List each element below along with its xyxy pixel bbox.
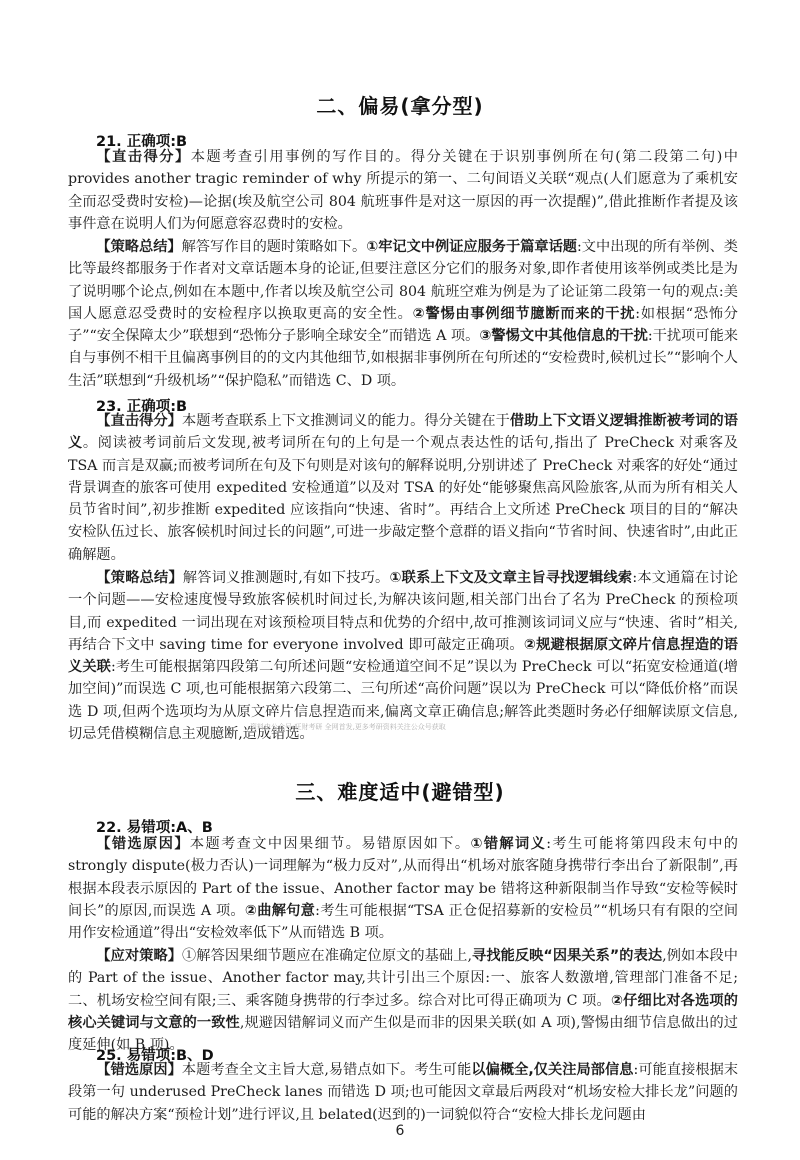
q21-strategy-para xyxy=(68,236,738,392)
q23-strategy-text2: :考生可能根据第四段第二句所述问题“安检通道空间不足”误以为 PreCheck 可以“拓宽安检通道(增加空间)”而误选 C 项,也可能根据第六段第二、三句所述“高价问题”误以为 PreCheck 可以“降低价格”而误选 D 项,但两个选项均为从原文碎片信息捏造而来,偏离文章正确信息;解答此类题时务必仔细解读原文信息,切忌凭借模糊信息主观臆断,造成错选。 xyxy=(68,659,738,743)
q23-answer-text: 。阅读被考词前后文发现,被考词所在句的上句是一个观点表达性的话句,指出了 PreCheck 对乘客及 TSA 而言是双赢;而被考词所在句及下句则是对该句的解释说明,分别讲述了 PreCheck 对乘客的好处“通过背景调查的旅客可使用 expedited 安检通道”以及对 TSA 的好处“能够聚焦高风险旅客,从而为所有相关人员节省时间”,初步推断 expedited 应该指向“快速、省时”。再结合上文所述 PreCheck 项目的目的“解决安检队伍过长、旅客候机时间过长的问题”,可进一步敲定整个意群的语义指向“节省时间、快速省时”,由此正确解题。 xyxy=(68,435,738,563)
q21-answer-label: 【直击得分】 xyxy=(96,149,191,165)
q22-title: 22. 易错项:A、B xyxy=(96,820,213,836)
q23-answer-intro: 本题考查联系上下文推测词义的能力。得分关键在于 xyxy=(181,413,510,429)
q25-reason-intro: 本题考查全文主旨大意,易错点如下。考生可能 xyxy=(181,1062,472,1078)
watermark-text: 资料由公众号:旺财考研 全网首发,更多考研资料关注公众号获取 xyxy=(250,723,446,731)
q21-answer-para xyxy=(68,146,738,235)
q23-answer-label: 【直击得分】 xyxy=(96,413,182,429)
q25-reason-label: 【错选原因】 xyxy=(96,1062,182,1078)
q21-strategy-text1: :文中出现的所有举例、类比等最终都服务于作者对文章话题本身的论证,但要注意区分它们的服务对象,即作者使用该举例或类比是为了说明哪个论点,例如在本题中,作者以埃及航空公司 804 航班空难为例是为了论证第二段第一句的观点:美国人愿意忍受费时的安检程序以换取更高的安全性。 xyxy=(68,239,738,322)
q23-strategy-text1: :本文通篇在讨论一个问题——安检速度慢导致旅客候机时间过长,为解决该问题,相关部门出台了名为 PreCheck 的预检项目,而 expedited 一词出现在对该预检项目特点和优势的介绍中,故可推测该词词义应与“快速、省时”相关,再结合下文中 saving time for everyone involved 即可敲定正确项。 xyxy=(68,570,738,653)
q23-answer-para xyxy=(68,410,738,566)
section-heading-3: 三、难度适中(避错型) xyxy=(295,780,505,804)
q23-strategy-intro: 解答词义推测题时,有如下技巧。 xyxy=(182,570,390,586)
q21-strategy-text2: :如根据“恐怖分子”“安全保障太少”联想到“恐怖分子影响全球安全”而错选 A 项。 xyxy=(68,305,738,345)
q22-reason-text1: :考生可能将第四段末句中的 strongly dispute(极力否认)一词理解为“极力反对”,从而得出“机场对旅客随身携带行李出台了新限制”,再根据本段表示原因的 Part of the issue、Another factor may be 错将这种新限制当作导致“安检等候时间长”的原因,而误选 A 项。 xyxy=(68,836,738,919)
q23-answer-key: 借助上下文语义逻辑推断被考词的语义 xyxy=(68,413,738,452)
q21-strategy-point1: ①牢记文中例证应服务于篇章话题 xyxy=(366,239,578,255)
q21-strategy-point3: ③警惕文中其他信息的干扰 xyxy=(479,328,648,345)
q21-strategy-intro: 解答写作目的题时策略如下。 xyxy=(181,239,367,255)
q23-title: 23. 正确项:B xyxy=(96,399,188,415)
q23-strategy-para xyxy=(68,567,738,745)
q22-strategy-para xyxy=(68,945,738,1056)
q25-reason-text: :可能直接根据末段第一句 underused PreCheck lanes 而错选 D 项;也可能因文章最后两段对“机场安检大排长龙”问题的可能的解决方案“预检计划”进行评议,且 belated(迟到的)一词貌似符合“安检大排长龙问题由 xyxy=(68,1062,739,1123)
q21-strategy-point2: ②警惕由事例细节臆断而来的干扰 xyxy=(412,305,636,322)
q22-strategy-point1: 寻找能反映“因果关系”的表达 xyxy=(471,948,663,964)
q23-strategy-label: 【策略总结】 xyxy=(96,570,183,586)
q23-strategy-point2: ②规避根据原文碎片信息捏造的语义关联 xyxy=(68,636,738,676)
q22-strategy-point2: ②仔细比对各选项的核心关键词与文意的一致性 xyxy=(68,992,738,1031)
q22-reason-point2: ②曲解句意 xyxy=(244,902,316,919)
q25-reason-key: 以偏概全,仅关注局部信息 xyxy=(471,1062,634,1078)
q22-reason-text2: :考生可能根据“TSA 正仓促招募新的安检员”“机场只有有限的空间用作安检通道”得出“安检效率低下”从而错选 B 项。 xyxy=(68,902,739,942)
section-heading-2: 二、偏易(拿分型) xyxy=(316,94,484,118)
q22-strategy-text1: ,例如本段中的 Part of the issue、Another factor may,共计引出三个原因:一、旅客人数激增,管理部门准备不足;二、机场安检空间有限;三、乘客随身携带的行李过多。综合对比可得正确项为 C 项。 xyxy=(68,948,738,1009)
q22-reason-label: 【错选原因】 xyxy=(96,836,190,852)
q25-title: 25. 易错项:B、D xyxy=(96,1048,214,1064)
q23-strategy-point1: ①联系上下文及文章主旨寻找逻辑线索 xyxy=(389,570,633,586)
page-number: 6 xyxy=(395,1123,405,1139)
q21-title: 21. 正确项:B xyxy=(96,134,188,150)
q22-strategy-text2: ,规避因错解词义而产生似是而非的因果关联(如 A 项),警惕由细节信息做出的过度延伸(如 B 项)。 xyxy=(68,1014,738,1054)
q22-strategy-label: 【应对策略】 xyxy=(96,948,183,964)
q21-answer-text: 本题考查引用事例的写作目的。得分关键在于识别事例所在句(第二段第二句)中 provides another tragic reminder of why 所提示的第一、二句间语义关联“观点(人们愿意为了乘机安全而忍受费时安检)—论据(埃及航空公司 804 航班事件是对这一原因的再一次提醒)”,借此推断作者提及该事件意在说明人们为何愿意容忍费时的安检。 xyxy=(68,149,738,232)
q22-reason-para xyxy=(68,833,738,944)
q22-reason-intro: 本题考查文中因果细节。易错原因如下。 xyxy=(189,836,471,852)
q22-reason-point1: ①错解词义 xyxy=(470,836,547,852)
q21-strategy-text3: :干扰项可能来自与事例不相干且偏离事例目的的文内其他细节,如根据非事例所在句所述的“安检费时,候机过长”“影响个人生活”联想到“升级机场”“保护隐私”而错选 C、D 项。 xyxy=(68,328,738,389)
q22-strategy-intro: ①解答因果细节题应在准确定位原文的基础上, xyxy=(182,948,472,964)
q21-strategy-label: 【策略总结】 xyxy=(96,239,182,255)
q25-reason-para xyxy=(68,1059,738,1126)
